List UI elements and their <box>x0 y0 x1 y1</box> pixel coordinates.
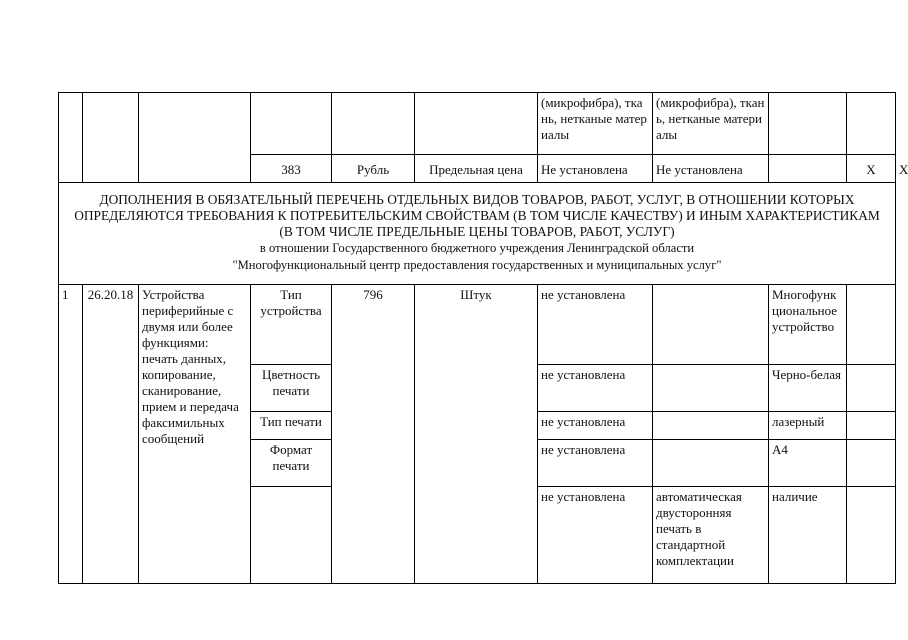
characteristic-value-a: не установлена <box>538 440 653 487</box>
item-number: 1 <box>59 285 83 584</box>
characteristic-value-b <box>653 440 769 487</box>
characteristic-name: Тип печати <box>251 412 332 440</box>
characteristic-name: Тип устройства <box>251 285 332 365</box>
characteristic-value-c: Черно-белая <box>769 365 847 412</box>
cell-empty <box>847 285 896 365</box>
cell-empty <box>847 93 896 155</box>
cell-empty <box>847 365 896 412</box>
characteristic-value-c: А4 <box>769 440 847 487</box>
characteristic-value-b: автоматическая двусторонняя печать в стандартной комплектации <box>653 487 769 584</box>
cell-empty <box>847 412 896 440</box>
item-code: 26.20.18 <box>83 285 139 584</box>
characteristic-value-c: Многофункциональное устройство <box>769 285 847 365</box>
requirements-table <box>58 92 908 584</box>
cell-empty <box>332 93 415 155</box>
characteristic-value-c: наличие <box>769 487 847 584</box>
price-value-b: Не установлена <box>653 155 769 183</box>
characteristic-name <box>251 487 332 584</box>
item-okei-code: 796 <box>332 285 415 584</box>
cell-empty <box>415 93 538 155</box>
cell-empty <box>139 93 251 183</box>
characteristic-value-a: не установлена <box>538 285 653 365</box>
characteristic-name: Цветность печати <box>251 365 332 412</box>
section-heading: ДОПОЛНЕНИЯ В ОБЯЗАТЕЛЬНЫЙ ПЕРЕЧЕНЬ ОТДЕЛЬНЫХ ВИДОВ ТОВАРОВ, РАБОТ, УСЛУГ, В ОТНОШЕНИИ КОТОРЫХ ОПРЕДЕЛЯЮТСЯ ТРЕБОВАНИЯ К ПОТРЕБИТЕЛЬСКИМ СВОЙСТВАМ (В ТОМ ЧИСЛЕ КАЧЕСТВУ) И ИНЫМ ХАРАКТЕРИСТИКАМ (В ТОМ ЧИСЛЕ ПРЕДЕЛЬНЫЕ ЦЕНЫ ТОВАРОВ, РАБОТ, УСЛУГ) <box>74 191 880 239</box>
characteristic-value-a: не установлена <box>538 412 653 440</box>
cell-empty <box>59 93 83 183</box>
item-unit: Штук <box>415 285 538 584</box>
characteristic-value-b <box>653 285 769 365</box>
characteristic-name: Формат печати <box>251 440 332 487</box>
price-label-cell: Предельная цена <box>415 155 538 183</box>
okei-code-cell: 383 <box>251 155 332 183</box>
unit-cell: Рубль <box>332 155 415 183</box>
material-cell-a: (микрофибра), ткань, нетканые материалы <box>538 93 653 155</box>
cell-empty <box>847 440 896 487</box>
table-row: 383 Рубль Предельная цена Не установлена Не установлена X X <box>59 155 896 183</box>
characteristic-value-a: не установлена <box>538 365 653 412</box>
section-subheading-2: "Многофункциональный центр предоставления государственных и муниципальных услуг" <box>232 257 722 272</box>
cell-empty <box>769 155 847 183</box>
section-heading-cell <box>59 183 896 285</box>
cell-empty <box>83 93 139 183</box>
cell-empty <box>847 487 896 584</box>
characteristic-value-a: не установлена <box>538 487 653 584</box>
cell-empty <box>251 93 332 155</box>
cell-empty <box>769 93 847 155</box>
characteristic-value-b <box>653 412 769 440</box>
characteristic-value-b <box>653 365 769 412</box>
section-subheading-1: в отношении Государственного бюджетного учреждения Ленинградской области <box>259 240 695 255</box>
section-heading-row <box>59 183 896 285</box>
table-row <box>59 93 896 155</box>
price-value-a: Не установлена <box>538 155 653 183</box>
characteristic-value-c: лазерный <box>769 412 847 440</box>
item-name-text: Устройства периферийные с двумя или более функциями: печать данных, копирование, сканирование, прием и передача факсимильных сообщений <box>142 287 239 446</box>
mark-cell: X <box>847 155 896 183</box>
item-name <box>139 285 251 584</box>
table-row <box>59 285 896 365</box>
material-cell-b: (микрофибра), ткань, нетканые материалы <box>653 93 769 155</box>
